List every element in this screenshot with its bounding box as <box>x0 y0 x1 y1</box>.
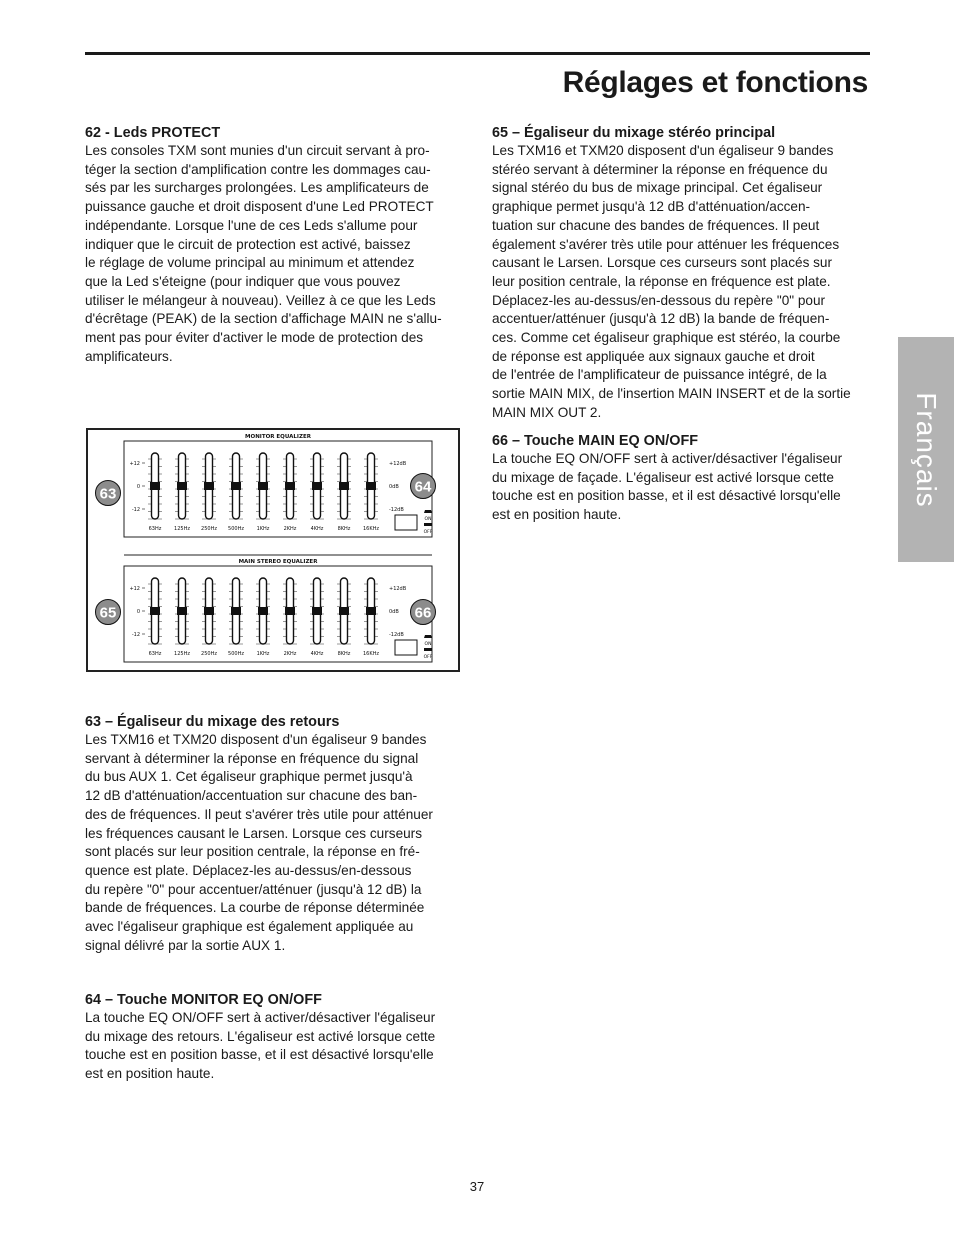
eq-slider-knob <box>204 482 214 490</box>
language-tab <box>898 337 954 562</box>
switch-down-icon <box>424 648 432 651</box>
top-rule <box>85 52 870 55</box>
eq-slider-knob <box>177 482 187 490</box>
section-63 <box>85 713 463 955</box>
eq-switch-off-label: OFF <box>423 530 433 535</box>
switch-up-icon <box>424 635 432 638</box>
eq-switch-button <box>395 515 417 530</box>
eq-scale-left-label: -12 <box>131 632 140 638</box>
callout-63-number: 63 <box>99 485 117 503</box>
page-title: Réglages et fonctions <box>562 66 868 99</box>
section-65-body: Les TXM16 et TXM20 disposent d'un égaliseur 9 bandes stéréo servant à déterminer la réponse en fréquence du signal stéréo du bus de mixage principal. Cet égaliseur graphique permet jusqu'à 12 dB d'atténuation/accen- tuation sur chacune des bandes de fréquences. Il peut également s'avérer très utile pour atténuer les fréquences causant le Larsen. Lorsque ces curseurs sont placés sur leur position centrale, la réponse en fréquence est plate. Déplacez-les au-dessus/en-dessous du repère "0" pour accentuer/atténuer (jusqu'à 12 dB) la bande de fréquen- ces. Comme cet égaliseur graphique est stéréo, la courbe de réponse est appliquée aux signaux gauche et droit de l'entrée de l'amplificateur de puissance intégré, de la sortie MAIN MIX, de l'insertion MAIN INSERT et de la sortie MAIN MIX OUT 2. <box>492 143 851 420</box>
language-tab-label: Français <box>911 391 942 508</box>
eq-band-label: 63Hz <box>148 526 162 532</box>
equalizer-figure <box>86 428 460 672</box>
eq-band-label: 16KHz <box>362 651 380 657</box>
eq-band-label: 250Hz <box>201 526 217 532</box>
section-65-heading: 65 – Égaliseur du mixage stéréo principal <box>492 125 776 141</box>
eq-scale-left-label: 0 <box>136 484 140 490</box>
page-number: 37 <box>469 1179 485 1194</box>
eq-slider-knob <box>258 607 268 615</box>
eq-slider-knob <box>258 482 268 490</box>
section-64 <box>85 991 463 1084</box>
section-66-heading: 66 – Touche MAIN EQ ON/OFF <box>492 433 699 449</box>
section-66-body: La touche EQ ON/OFF sert à activer/désactiver l'égaliseur du mixage de façade. L'égaliseur est activé lorsque cette touche est en position basse, et il est désactivé lorsqu'elle est en position haute. <box>492 451 843 523</box>
eq-panel-title: MONITOR EQUALIZER <box>245 434 311 440</box>
eq-scale-right-label: -12dB <box>389 632 404 638</box>
section-63-heading: 63 – Égaliseur du mixage des retours <box>85 714 340 730</box>
eq-slider-knob <box>366 607 376 615</box>
eq-scale-left-label: -12 <box>131 507 140 513</box>
eq-switch-on-label: ON <box>424 517 432 522</box>
eq-scale-right-label: -12dB <box>389 507 404 513</box>
switch-down-icon <box>424 523 432 526</box>
eq-band-label: 16KHz <box>362 526 380 532</box>
section-63-body: Les TXM16 et TXM20 disposent d'un égaliseur 9 bandes servant à déterminer la réponse en fréquence du signal du bus AUX 1. Cet égaliseur graphique permet jusqu'à 12 dB d'atténuation/accentuation sur chacune des ban- des de fréquences. Il peut s'avérer très utile pour atténuer les fréquences causant le Larsen. Lorsque ces curseurs sont placés sur leur position centrale, la réponse en fré- quence est plate. Déplacez-les au-dessus/en-dessous du repère "0" pour accentuer/atténuer (jusqu'à 12 dB) la bande de fréquences. La courbe de réponse déterminée avec l'égaliseur graphique est également appliquée au signal délivré par la sortie AUX 1. <box>85 732 433 953</box>
eq-band-label: 2KHz <box>283 526 297 532</box>
section-64-body: La touche EQ ON/OFF sert à activer/désactiver l'égaliseur du mixage des retours. L'égaliseur est activé lorsque cette touche est en position basse, et il est désactivé lorsqu'elle est en position haute. <box>85 1010 436 1082</box>
eq-band-label: 125Hz <box>174 526 190 532</box>
eq-slider-knob <box>339 607 349 615</box>
eq-scale-left-label: +12 <box>129 461 140 467</box>
callout-65-number: 65 <box>99 604 117 622</box>
section-62-body: Les consoles TXM sont munies d'un circuit servant à pro- téger la section d'amplification contre les dommages cau- sés par les surcharges prolongées. Les amplificateurs de puissance gauche et droit disposent d'une Led PROTECT indépendante. Lorsque l'une de ces Leds s'allume pour indiquer que le circuit de protection est activé, baissez le réglage de volume principal au minimum et attendez que la Led s'éteigne (pour indiquer que vous pouvez utiliser le mélangeur à nouveau). Veillez à ce que les Leds d'écrêtage (PEAK) de la section d'affichage MAIN ne s'allu- ment pas pour éviter d'activer le mode de protection des amplificateurs. <box>85 143 442 364</box>
eq-slider-knob <box>339 482 349 490</box>
equalizer-diagram <box>88 430 458 670</box>
eq-band-label: 1KHz <box>256 651 270 657</box>
eq-band-label: 125Hz <box>174 651 190 657</box>
eq-scale-right-label: 0dB <box>389 609 399 615</box>
eq-slider-knob <box>231 482 241 490</box>
switch-up-icon <box>424 510 432 513</box>
eq-band-label: 500Hz <box>228 526 244 532</box>
section-62 <box>85 124 463 366</box>
eq-slider-knob <box>285 607 295 615</box>
eq-band-label: 8KHz <box>337 651 351 657</box>
eq-switch-off-label: OFF <box>423 655 433 660</box>
eq-band-label: 63Hz <box>148 651 162 657</box>
eq-slider-knob <box>312 482 322 490</box>
eq-slider-knob <box>150 607 160 615</box>
eq-band-label: 250Hz <box>201 651 217 657</box>
eq-switch-button <box>395 640 417 655</box>
eq-band-label: 4KHz <box>310 651 324 657</box>
eq-scale-right-label: +12dB <box>389 461 407 467</box>
eq-slider-knob <box>312 607 322 615</box>
section-65 <box>492 124 872 423</box>
callout-64-number: 64 <box>414 478 432 496</box>
section-62-heading: 62 - Leds PROTECT <box>85 125 221 141</box>
eq-slider-knob <box>231 607 241 615</box>
eq-band-label: 1KHz <box>256 526 270 532</box>
eq-scale-left-label: 0 <box>136 609 140 615</box>
eq-slider-knob <box>204 607 214 615</box>
eq-band-label: 500Hz <box>228 651 244 657</box>
eq-scale-right-label: +12dB <box>389 586 407 592</box>
eq-band-label: 8KHz <box>337 526 351 532</box>
eq-panel-frame <box>124 441 432 537</box>
eq-panel-title: MAIN STEREO EQUALIZER <box>238 559 318 565</box>
eq-slider-knob <box>366 482 376 490</box>
eq-slider-knob <box>150 482 160 490</box>
eq-switch-on-label: ON <box>424 642 432 647</box>
eq-band-label: 2KHz <box>283 651 297 657</box>
eq-panel-frame <box>124 566 432 662</box>
eq-scale-left-label: +12 <box>129 586 140 592</box>
eq-scale-right-label: 0dB <box>389 484 399 490</box>
section-64-heading: 64 – Touche MONITOR EQ ON/OFF <box>85 992 322 1008</box>
eq-slider-knob <box>285 482 295 490</box>
eq-slider-knob <box>177 607 187 615</box>
section-66 <box>492 432 872 525</box>
eq-band-label: 4KHz <box>310 526 324 532</box>
callout-66-number: 66 <box>414 604 432 622</box>
